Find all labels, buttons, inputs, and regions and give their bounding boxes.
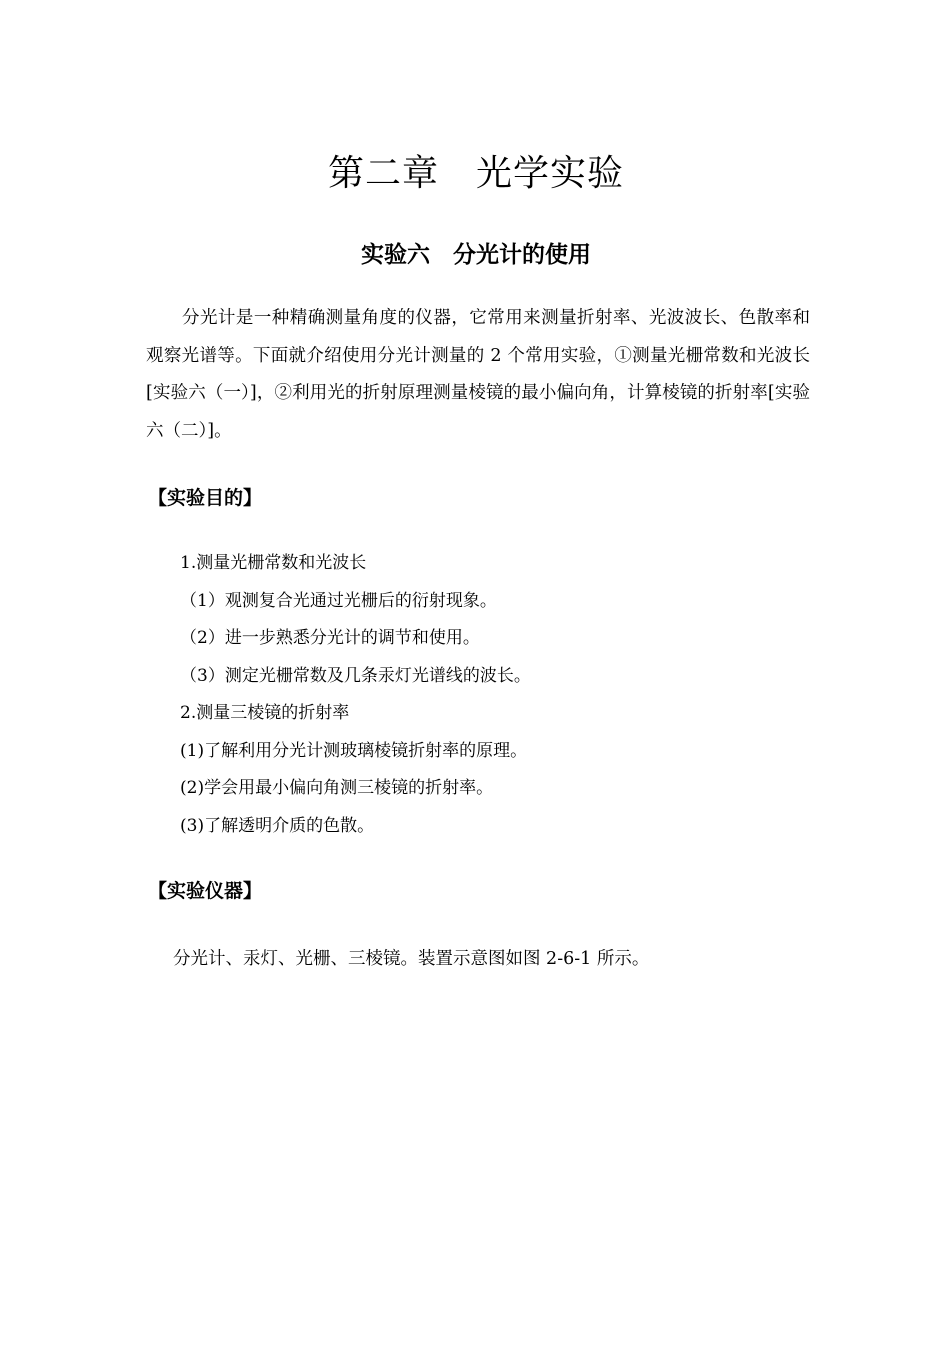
purpose-item: （3）测定光栅常数及几条汞灯光谱线的波长。 (180, 665, 531, 686)
purpose-item: （1）观测复合光通过光栅后的衍射现象。 (180, 590, 497, 611)
purpose-item: 1.测量光栅常数和光波长 (180, 553, 367, 573)
purpose-item: （2）进一步熟悉分光计的调节和使用。 (180, 628, 480, 648)
purpose-item: 2.测量三棱镜的折射率 (180, 703, 350, 723)
purpose-item: (3)了解透明介质的色散。 (180, 815, 375, 836)
apparatus-heading: 【实验仪器】 (148, 880, 263, 902)
purpose-item: (2)学会用最小偏向角测三棱镜的折射率。 (180, 778, 494, 798)
chapter-title: 第二章 光学实验 (327, 153, 624, 194)
intro-paragraph: 分光计是一种精确测量角度的仪器，它常用来测量折射率、光波波长、色散率和观察光谱等。下面就介绍使用分光计测量的 2 个常用实验，①测量光栅常数和光波长[实验六（一）]，②利用光的折射原理测量棱镜的最小偏向角，计算棱镜的折射率[实验六（二）]。 (146, 308, 810, 441)
purpose-item: (1)了解利用分光计测玻璃棱镜折射率的原理。 (180, 740, 528, 761)
apparatus-text: 分光计、汞灯、光栅、三棱镜。装置示意图如图 2-6-1 所示。 (173, 949, 650, 969)
purpose-list (180, 545, 531, 845)
section-title: 实验六 分光计的使用 (361, 242, 591, 268)
purpose-heading: 【实验目的】 (148, 487, 263, 509)
